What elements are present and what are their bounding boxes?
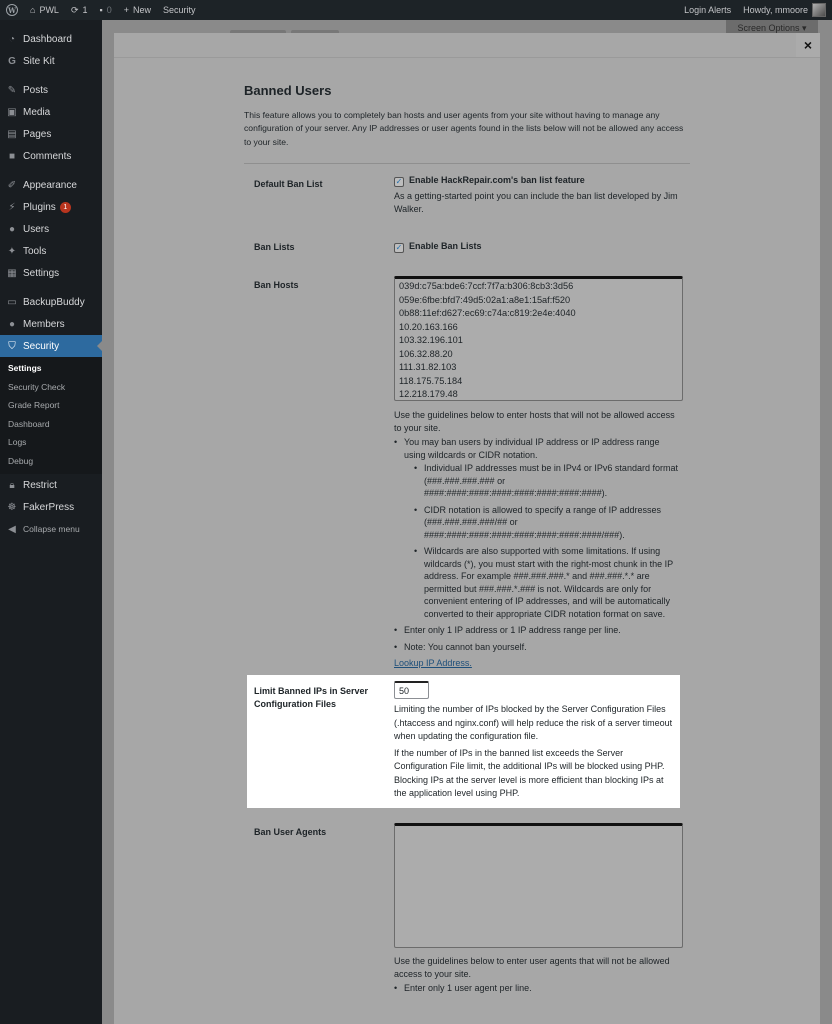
list-item [394,982,679,995]
guideline-text: Enter only 1 IP address or 1 IP address range per line. [404,625,621,635]
host-line: 059e:6fbe:bfd7:49d5:02a1:a8e1:15af:f520 [399,294,571,305]
banned-users-header [244,83,690,149]
pages-icon: ▤ [7,128,17,140]
menu-label: Posts [23,84,49,96]
login-alerts-menu[interactable] [678,0,737,20]
menu-site-kit[interactable] [0,50,102,72]
ban-hosts-label: Ban Hosts [254,280,299,290]
list-item [414,545,679,620]
limit-help-2: If the number of IPs in the banned list exceeds the Server Configuration File limit, the additional IPs will be blocked using PHP. Blocking IPs at the server level is more efficient than blocking IPs at the application level using PHP. [394,747,665,798]
section-description: This feature allows you to completely ban hosts and user agents from your site without having to manage any configuration of your server. Any IP addresses or user agents found in the lists below will not be allowed any access to your site. [244,110,684,147]
paintbrush-icon: ✐ [7,179,17,191]
wp-logo-menu[interactable] [0,0,24,20]
guideline-text: Individual IP addresses must be in IPv4 or IPv6 standard format (###.###.###.### or ####:####:####:####:####:####:####:####). [424,463,678,498]
host-line: 12.218.179.48 [399,389,458,399]
ban-user-agents-help [394,955,679,995]
dashboard-icon: ◔ [8,33,16,45]
menu-label: Restrict [23,479,57,491]
admin-sidebar [0,20,102,1024]
ban-lists-checkbox[interactable]: ✓ [395,243,403,252]
guideline-text: Wildcards are also supported with some limitations. If using wildcards (*), you must start with the right-most chunk in the IP address. For example ###.###.###.* and ###.###.*.* are permitted but ###.###.*.### is not. Wildcards are only for convenient entering of IP addresses, and will be automatically converted to their appropriate CIDR notation format on save. [424,546,673,619]
caret-down-icon: ▾ [802,22,807,33]
security-label: Security [163,5,196,15]
limit-banned-ips-input[interactable]: 50 [394,681,429,699]
comments-menu[interactable] [94,0,118,20]
plugin-icon: ⚡ [8,201,16,213]
help-intro: Use the guidelines below to enter hosts that will not be allowed access to your site. [394,410,675,433]
menu-label: Members [23,318,65,330]
default-ban-list-label: Default Ban List [254,179,323,189]
menu-users[interactable] [0,218,102,240]
submenu-grade-report[interactable]: Grade Report [8,400,60,411]
menu-pages[interactable] [0,123,102,145]
submenu-debug[interactable]: Debug [8,455,34,466]
menu-label: Site Kit [23,55,55,67]
checkbox-label: Enable HackRepair.com's ban list feature [409,175,585,185]
limit-help-1: Limiting the number of IPs blocked by the Server Configuration Files (.htaccess and nginx.conf) will help reduce the risk of a server timeout when updating the configuration file. [394,704,673,741]
new-label: New [133,5,152,15]
close-modal-button[interactable] [796,33,820,57]
menu-appearance[interactable] [0,174,102,196]
fakerpress-icon: ☸ [7,501,17,513]
ban-lists-label: Ban Lists [254,242,295,252]
guideline-text: CIDR notation is allowed to specify a range of IP addresses (###.###.###.###/## or ####:####:####:####:####:####:####:####/###). [424,504,661,540]
menu-label: Dashboard [23,33,72,45]
list-item [414,504,679,542]
menu-label: Security [23,340,60,352]
settings-icon: ▦ [7,267,17,279]
menu-label: BackupBuddy [23,296,85,308]
ban-lists-field [394,240,694,254]
ban-hosts-textarea[interactable] [394,276,683,401]
default-ban-list-field [394,174,694,217]
wordpress-logo-icon: W [6,4,18,16]
limit-banned-ips-label: Limit Banned IPs in Server Configuration Files [254,686,369,709]
menu-label: Pages [23,128,52,140]
menu-label: Settings [23,267,60,279]
submenu-dashboard[interactable]: Dashboard [8,418,50,429]
login-alerts-label: Login Alerts [684,5,732,15]
help-intro: Use the guidelines below to enter user agents that will not be allowed access to your site. [394,956,670,979]
sub-guideline-list [414,462,679,620]
comments-count: 0 [106,5,112,15]
menu-label: Plugins [23,201,56,213]
comment-icon: ▪ [99,5,103,15]
menu-plugins[interactable] [0,196,102,218]
menu-comments[interactable] [0,145,102,167]
guideline-list [394,436,679,653]
collapse-icon: ◀ [8,523,16,535]
account-menu[interactable] [737,0,832,20]
plugins-update-badge: 1 [60,202,71,213]
submenu-settings[interactable]: Settings [8,363,42,374]
menu-security[interactable] [0,335,102,357]
comments-icon: ■ [8,150,16,162]
guideline-text: You may ban users by individual IP address or IP address range using wildcards or CIDR notation. [404,437,660,460]
host-line: 118.175.75.184 [399,375,463,386]
menu-media[interactable] [0,101,102,123]
menu-label: Collapse menu [23,524,80,534]
list-item [394,641,679,654]
menu-tools[interactable] [0,240,102,262]
host-line: 111.31.82.103 [399,362,457,372]
lock-icon: 🔒︎ [9,479,15,491]
menu-restrict[interactable] [0,474,102,496]
limit-banned-ips-field [394,681,674,801]
site-name-menu[interactable] [24,0,65,20]
ban-user-agents-textarea[interactable] [394,823,683,948]
menu-members[interactable] [0,313,102,335]
media-icon: ▣ [7,106,17,118]
wrench-icon: ✦ [7,245,17,257]
ban-hosts-help [394,409,679,670]
menu-label: Users [23,223,50,235]
menu-label: Appearance [23,179,77,191]
plus-icon: + [123,5,129,15]
updates-icon: ⟳ [70,4,79,15]
menu-dashboard[interactable] [0,28,102,50]
host-line: 106.32.88.20 [399,348,453,359]
submenu-logs[interactable]: Logs [8,437,27,448]
host-line: 103.32.196.101 [399,335,463,345]
shield-icon: ⛉ [8,340,16,352]
settings-modal [114,33,820,1024]
howdy-label: Howdy, mmoore [743,5,808,15]
menu-label: Tools [23,245,47,257]
menu-label: Media [23,106,51,118]
host-line: 0b88:11ef:d627:ec69:c74a:c819:2e4e:4040 [399,308,576,318]
close-icon: × [803,37,813,53]
submenu-security-check[interactable]: Security Check [8,381,66,392]
default-ban-list-help: As a getting-started point you can include the ban list developed by Jim Walker. [394,190,678,214]
section-divider [244,163,690,164]
list-item [394,436,679,620]
default-ban-list-checkbox[interactable]: ✓ [395,177,403,186]
screen-options-label: Screen Options [737,23,800,33]
section-title: Banned Users [244,83,332,98]
members-icon: ● [8,318,16,330]
host-line: 10.20.163.166 [399,321,458,332]
modal-divider [114,57,820,58]
pin-icon: ✎ [7,84,17,96]
site-kit-icon: G [8,55,16,67]
home-icon: ⌂ [30,5,36,15]
host-line: 039d:c75a:bde6:7ccf:7f7a:b306:8cb3:3d56 [399,281,574,291]
users-icon: ● [8,223,16,235]
checkbox-label: Enable Ban Lists [409,241,482,251]
ban-lists-checkbox-row[interactable] [394,240,694,254]
security-submenu [0,357,102,474]
menu-label: FakerPress [23,501,75,513]
default-ban-list-checkbox-row[interactable] [394,174,694,188]
new-content-menu[interactable] [118,0,157,20]
menu-fakerpress[interactable] [0,496,102,518]
menu-posts[interactable] [0,79,102,101]
guideline-text: Note: You cannot ban yourself. [404,641,527,652]
list-item [414,462,679,500]
backup-icon: ▭ [7,296,17,308]
site-name: PWL [39,5,59,15]
updates-menu[interactable] [65,0,94,20]
menu-backupbuddy[interactable] [0,291,102,313]
avatar [812,3,826,17]
updates-count: 1 [82,5,88,15]
guideline-text: Enter only 1 user agent per line. [404,983,532,993]
admin-bar [0,0,832,20]
lookup-ip-link[interactable]: Lookup IP Address. [394,658,472,668]
menu-label: Comments [23,150,72,162]
ban-user-agents-label: Ban User Agents [254,827,327,837]
list-item [394,624,679,637]
security-menu[interactable] [157,0,202,20]
menu-settings[interactable] [0,262,102,284]
guideline-list [394,982,679,995]
collapse-menu-button[interactable] [0,518,102,540]
